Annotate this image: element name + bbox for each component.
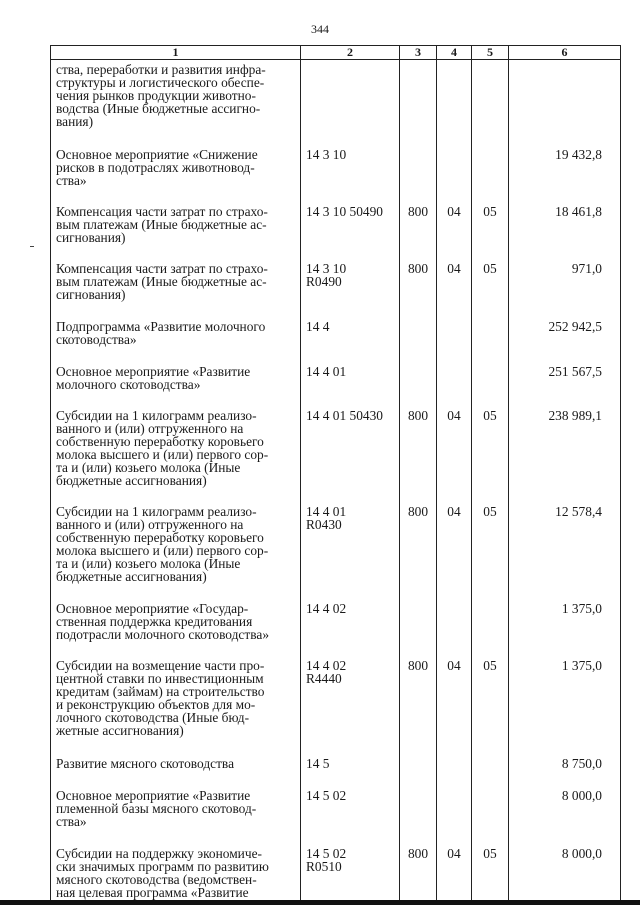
row-amount-cell: 12 578,4 (509, 491, 621, 587)
row-col5-cell (472, 132, 509, 191)
row-name-cell: Подпрограмма «Развитие молочного скотоводства» (51, 305, 301, 350)
row-amount-cell: 1 375,0 (509, 587, 621, 645)
row-col5-cell (472, 60, 509, 133)
row-amount-cell (509, 60, 621, 133)
table-header-row (51, 46, 621, 60)
row-code-cell: 14 4 (301, 305, 400, 350)
row-amount-cell: 971,0 (509, 248, 621, 305)
column-header: 3 (400, 46, 437, 60)
table-row (51, 741, 621, 774)
row-code-cell: 14 3 10 (301, 132, 400, 191)
row-col4-cell: 04 (437, 491, 472, 587)
row-name-cell: Субсидии на возмещение части про- центной ставки по инвестиционным кредитам (займам) на строительство и реконструкцию объектов для мо- лочного скотоводства (Иные бюд- жетные ассигнования) (51, 645, 301, 741)
table-row (51, 191, 621, 248)
row-col3-cell (400, 774, 437, 832)
row-code-cell: 14 4 02 (301, 587, 400, 645)
row-col3-cell: 800 (400, 491, 437, 587)
table-row (51, 350, 621, 395)
row-col3-cell: 800 (400, 191, 437, 248)
row-col4-cell (437, 587, 472, 645)
row-col4-cell: 04 (437, 248, 472, 305)
row-col4-cell: 04 (437, 832, 472, 902)
row-amount-cell: 8 000,0 (509, 774, 621, 832)
table-row (51, 395, 621, 491)
row-amount-cell: 8 000,0 (509, 832, 621, 902)
row-code-cell: 14 5 02 (301, 774, 400, 832)
row-amount-cell: 1 375,0 (509, 645, 621, 741)
row-amount-cell: 252 942,5 (509, 305, 621, 350)
row-col4-cell (437, 350, 472, 395)
row-code-cell: 14 4 01 (301, 350, 400, 395)
row-col3-cell (400, 132, 437, 191)
row-amount-cell: 19 432,8 (509, 132, 621, 191)
row-code-cell: 14 3 10 50490 (301, 191, 400, 248)
row-col4-cell (437, 774, 472, 832)
column-header: 4 (437, 46, 472, 60)
row-col3-cell: 800 (400, 645, 437, 741)
row-col5-cell: 05 (472, 645, 509, 741)
column-header: 1 (51, 46, 301, 60)
row-col5-cell: 05 (472, 832, 509, 902)
row-amount-cell: 8 750,0 (509, 741, 621, 774)
table-row (51, 132, 621, 191)
row-name-cell: Развитие мясного скотоводства (51, 741, 301, 774)
row-col4-cell: 04 (437, 645, 472, 741)
row-name-cell: Компенсация части затрат по страхо- вым платежам (Иные бюджетные ас- сигнования) (51, 248, 301, 305)
row-col4-cell (437, 305, 472, 350)
row-col5-cell (472, 774, 509, 832)
row-col4-cell: 04 (437, 395, 472, 491)
row-code-cell: 14 4 02 R4440 (301, 645, 400, 741)
table-row (51, 491, 621, 587)
row-col5-cell (472, 741, 509, 774)
row-name-cell: ства, переработки и развития инфра- структуры и логистического обеспе- чения рынков продукции животно- водства (Иные бюджетные ассигно- вания) (51, 60, 301, 133)
row-col3-cell (400, 350, 437, 395)
row-name-cell: Основное мероприятие «Государ- ственная поддержка кредитования подотрасли молочного скотоводства» (51, 587, 301, 645)
column-header: 2 (301, 46, 400, 60)
row-name-cell: Основное мероприятие «Развитие племенной базы мясного скотовод- ства» (51, 774, 301, 832)
row-col5-cell: 05 (472, 395, 509, 491)
row-col5-cell: 05 (472, 191, 509, 248)
margin-mark (30, 246, 34, 247)
row-name-cell: Основное мероприятие «Развитие молочного скотоводства» (51, 350, 301, 395)
row-name-cell: Компенсация части затрат по страхо- вым платежам (Иные бюджетные ас- сигнования) (51, 191, 301, 248)
row-col4-cell: 04 (437, 191, 472, 248)
row-name-cell: Субсидии на 1 килограмм реализо- ванного и (или) отгруженного на собственную переработку коровьего молока высшего и (или) первого сор- та и (или) козьего молока (Иные бюджетные ассигнования) (51, 395, 301, 491)
row-col3-cell (400, 741, 437, 774)
row-code-cell: 14 5 (301, 741, 400, 774)
row-col5-cell: 05 (472, 491, 509, 587)
row-col3-cell (400, 60, 437, 133)
row-code-cell: 14 4 01 R0430 (301, 491, 400, 587)
row-code-cell (301, 60, 400, 133)
row-col3-cell (400, 587, 437, 645)
page-number: 344 (311, 22, 329, 36)
row-col5-cell (472, 305, 509, 350)
row-amount-cell: 18 461,8 (509, 191, 621, 248)
row-amount-cell: 238 989,1 (509, 395, 621, 491)
table-row (51, 305, 621, 350)
budget-table (50, 45, 621, 902)
column-header: 6 (509, 46, 621, 60)
table-row (51, 60, 621, 133)
row-col3-cell: 800 (400, 248, 437, 305)
row-name-cell: Субсидии на 1 килограмм реализо- ванного и (или) отгруженного на собственную переработку коровьего молока высшего и (или) первого сор- та и (или) козьего молока (Иные бюджетные ассигнования) (51, 491, 301, 587)
row-code-cell: 14 4 01 50430 (301, 395, 400, 491)
row-code-cell: 14 5 02 R0510 (301, 832, 400, 902)
row-amount-cell: 251 567,5 (509, 350, 621, 395)
table-row (51, 587, 621, 645)
scan-edge (0, 900, 640, 905)
table-row (51, 248, 621, 305)
row-col4-cell (437, 132, 472, 191)
row-col4-cell (437, 741, 472, 774)
row-col5-cell (472, 587, 509, 645)
table-row (51, 645, 621, 741)
row-name-cell: Основное мероприятие «Снижение рисков в подотраслях животновод- ства» (51, 132, 301, 191)
row-name-cell: Субсидии на поддержку экономиче- ски значимых программ по развитию мясного скотоводства (ведомствен- ная целевая программа «Развитие (51, 832, 301, 902)
row-col4-cell (437, 60, 472, 133)
table-row (51, 774, 621, 832)
row-code-cell: 14 3 10 R0490 (301, 248, 400, 305)
table-row (51, 832, 621, 902)
row-col5-cell: 05 (472, 248, 509, 305)
column-header: 5 (472, 46, 509, 60)
row-col3-cell: 800 (400, 395, 437, 491)
row-col3-cell: 800 (400, 832, 437, 902)
row-col5-cell (472, 350, 509, 395)
row-col3-cell (400, 305, 437, 350)
